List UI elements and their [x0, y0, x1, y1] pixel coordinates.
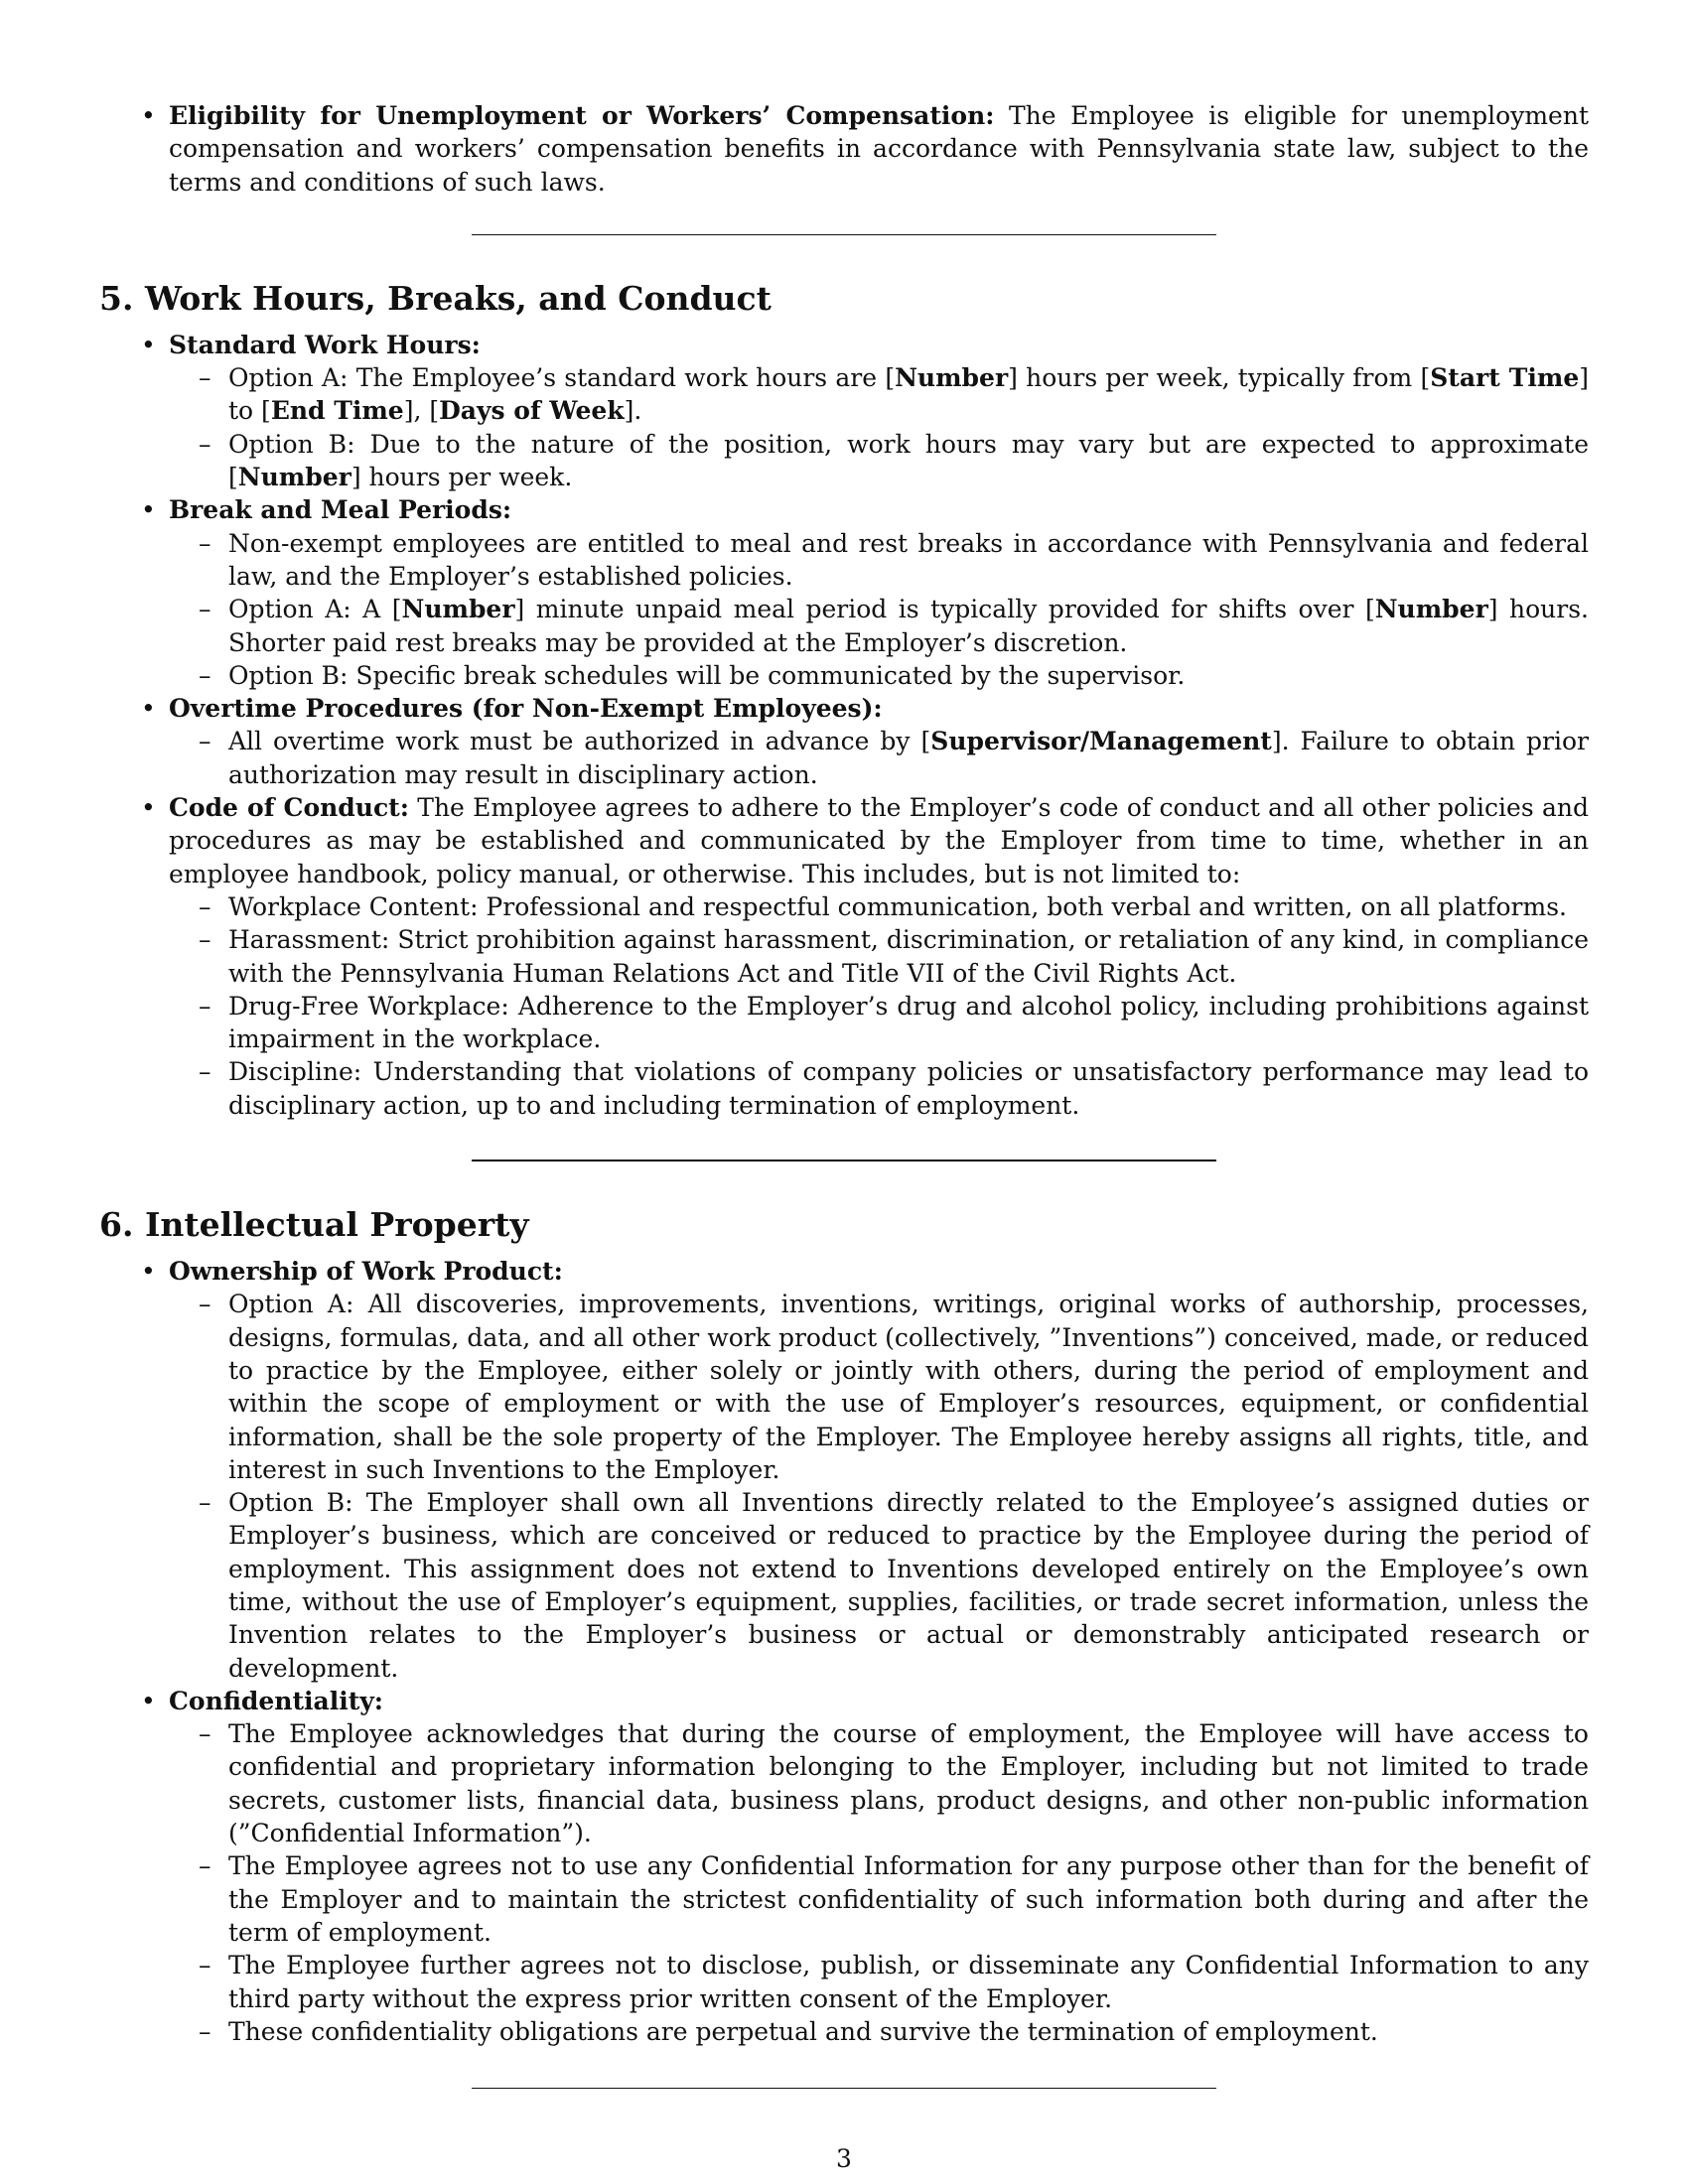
item-label: Ownership of Work Product:: [169, 1257, 563, 1287]
text: Option A: A [: [228, 595, 402, 624]
sub-list: [169, 725, 1589, 791]
list-item-breaks: [169, 493, 1589, 692]
sub-list: [169, 527, 1589, 692]
item-label: Standard Work Hours:: [169, 330, 481, 359]
text: ] to [: [228, 363, 1589, 426]
item-label: Break and Meal Periods:: [169, 495, 512, 525]
list-item-ownership: [169, 1255, 1589, 1685]
text: ] minute unpaid meal period is typically provided for shifts over [: [514, 595, 1375, 624]
placeholder-days-of-week: Days of Week: [439, 396, 625, 426]
sub-item-option-b: – Option B: Specific break schedules will be communicated by the supervisor.: [228, 659, 1589, 692]
sub-item-option-a: [228, 593, 1589, 659]
sub-list: [169, 1288, 1589, 1685]
section-divider: [472, 2088, 1216, 2089]
sub-item-workplace-content: – Workplace Content: Professional and respectful communication, both verbal and written, on all platforms.: [228, 890, 1589, 923]
page-number: 3: [836, 2144, 852, 2173]
item-text: The Employee is eligible for unemployment compensation and workers’ compensation benefits in accordance with Pennsylvania state law, subject to the terms and conditions of such laws.: [169, 101, 1589, 197]
text: ] hours. Shorter paid rest breaks may be provided at the Employer’s discretion.: [228, 595, 1589, 657]
placeholder-start-time: Start Time: [1430, 363, 1580, 393]
list-item-eligibility: [169, 99, 1589, 199]
sub-list: [169, 361, 1589, 493]
placeholder-number: Number: [895, 363, 1009, 393]
text: ] hours per week, typically from [: [1008, 363, 1431, 393]
section4-tail-list: [99, 99, 1589, 199]
sub-item-access: – The Employee acknowledges that during the course of employment, the Employee will have access to confidential and proprietary information belonging to the Employer, including but not limited to trade secrets, customer lists, financial data, business plans, product designs, and other non-public information (”Confidential Information”).: [228, 1717, 1589, 1849]
sub-list: [169, 1717, 1589, 2048]
item-label: Confidentiality:: [169, 1686, 384, 1715]
sub-list: [169, 890, 1589, 1122]
placeholder-number: Number: [401, 595, 515, 624]
item-text: The Employee agrees to adhere to the Employer’s code of conduct and all other policies and procedures as may be established and communicated by the Employer from time to time, whether in an employee handbook, policy manual, or otherwise. This includes, but is not limited to:: [169, 793, 1589, 888]
section-5-heading: 5. Work Hours, Breaks, and Conduct: [99, 278, 772, 318]
list-item-confidentiality: [169, 1685, 1589, 2048]
sub-item-drug-free: – Drug-Free Workplace: Adherence to the Employer’s drug and alcohol policy, including prohibitions against impairment in the workplace.: [228, 990, 1589, 1056]
sub-item-harassment: – Harassment: Strict prohibition against harassment, discrimination, or retaliation of any kind, in compliance with the Pennsylvania Human Relations Act and Title VII of the Civil Rights Act.: [228, 923, 1589, 990]
text: ], [: [403, 396, 440, 426]
sub-item-option-b: [228, 428, 1589, 494]
text: ] hours per week.: [351, 463, 573, 492]
text: ].: [624, 396, 642, 426]
list-item-overtime: [169, 692, 1589, 791]
sub-item-option-a: – Option A: All discoveries, improvements, inventions, writings, original works of authorship, processes, designs, formulas, data, and all other work product (collectively, ”Inventions”) conceived, made, or reduced to practice by the Employee, either solely or jointly with others, during the period of employment and within the scope of employment or with the use of Employer’s resources, equipment, or confidential information, shall be the sole property of the Employer. The Employee hereby assigns all rights, title, and interest in such Inventions to the Employer.: [228, 1288, 1589, 1486]
sub-item-option-a: [228, 361, 1589, 428]
section-5-list: [99, 329, 1589, 1122]
sub-item-option-b: – Option B: The Employer shall own all Inventions directly related to the Employee’s assigned duties or Employer’s business, which are conceived or reduced to practice by the Employee during the period of employment. This assignment does not extend to Inventions developed entirely on the Employee’s own time, without the use of Employer’s equipment, supplies, facilities, or trade secret information, unless the Invention relates to the Employer’s business or actual or demonstrably anticipated research or development.: [228, 1486, 1589, 1685]
list-item-code-of-conduct: [169, 791, 1589, 1122]
sub-item-authorization: [228, 725, 1589, 791]
placeholder-end-time: End Time: [270, 396, 404, 426]
placeholder-number: Number: [1374, 595, 1488, 624]
sub-item-non-exempt: – Non-exempt employees are entitled to meal and rest breaks in accordance with Pennsylvania and federal law, and the Employer’s established policies.: [228, 527, 1589, 594]
text: ]. Failure to obtain prior authorization may result in disciplinary action.: [228, 727, 1590, 789]
sub-item-discipline: – Discipline: Understanding that violations of company policies or unsatisfactory performance may lead to disciplinary action, up to and including termination of employment.: [228, 1055, 1589, 1122]
placeholder-supervisor: Supervisor/Management: [930, 727, 1272, 756]
sub-item-no-use: – The Employee agrees not to use any Confidential Information for any purpose other than for the benefit of the Employer and to maintain the strictest confidentiality of such information both during and after the term of employment.: [228, 1849, 1589, 1949]
sub-item-perpetual: – These confidentiality obligations are perpetual and survive the termination of employment.: [228, 2015, 1589, 2048]
text: Option A: The Employee’s standard work hours are [: [228, 363, 896, 393]
item-label: Code of Conduct:: [169, 793, 409, 823]
section-6-heading: 6. Intellectual Property: [99, 1205, 529, 1245]
placeholder-number: Number: [237, 463, 352, 492]
page-content: [99, 99, 1589, 2089]
list-item-standard-hours: [169, 329, 1589, 493]
section-6-list: [99, 1255, 1589, 2048]
text: Option B: Due to the nature of the position, work hours may vary but are expected to approximate [: [228, 429, 1589, 492]
item-label: Eligibility for Unemployment or Workers’ Compensation:: [169, 101, 995, 130]
text: All overtime work must be authorized in advance by [: [228, 727, 931, 756]
sub-item-no-disclose: – The Employee further agrees not to disclose, publish, or disseminate any Confidential Information to any third party without the express prior written consent of the Employer.: [228, 1949, 1589, 2015]
item-label: Overtime Procedures (for Non-Exempt Employees):: [169, 694, 883, 724]
